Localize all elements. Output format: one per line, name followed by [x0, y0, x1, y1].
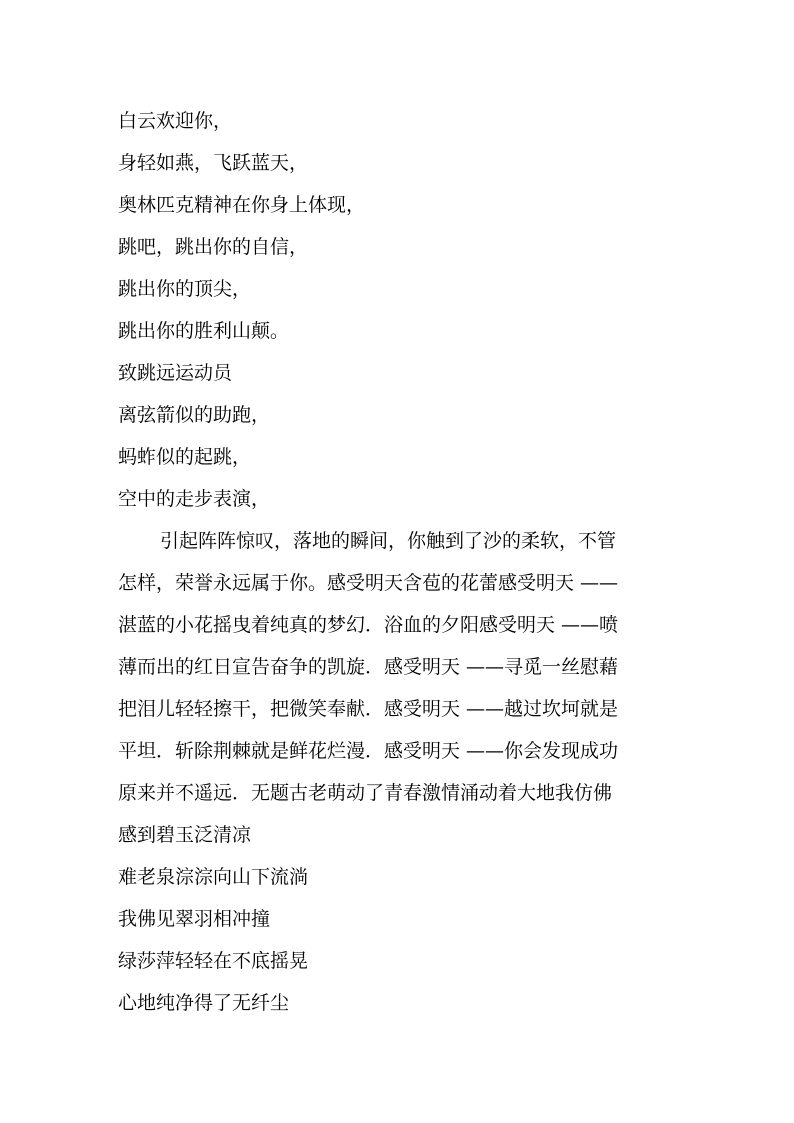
poem-title: 致跳远运动员 [118, 362, 233, 384]
poem-line: 奥林匹克精神在你身上体现， [118, 194, 366, 216]
paragraph-line: 薄而出的红日宣告奋争的凯旋．感受明天 ——寻觅一丝慰藉 [118, 656, 619, 678]
paragraph-line: 原来并不遥远．无题古老萌动了青春激情涌动着大地我仿佛 [118, 782, 613, 804]
document-page [118, 100, 678, 1024]
poem-line: 空中的走步表演， [118, 488, 271, 510]
poem-line: 心地纯净得了无纤尘 [118, 992, 290, 1014]
paragraph-line: 湛蓝的小花摇曳着纯真的梦幻．浴血的夕阳感受明天 ——喷 [118, 614, 619, 636]
poem-line: 跳出你的胜利山颠。 [118, 320, 290, 342]
poem-line: 身轻如燕，飞跃蓝天， [118, 152, 309, 174]
paragraph-line: 怎样，荣誉永远属于你。感受明天含苞的花蕾感受明天 —— [118, 572, 619, 594]
body-paragraph [118, 520, 678, 856]
paragraph-line: 感到碧玉泛清凉 [118, 824, 252, 846]
poem-line: 难老泉淙淙向山下流淌 [118, 866, 309, 888]
poem-line: 离弦箭似的助跑， [118, 404, 271, 426]
paragraph-line: 平坦．斩除荆棘就是鲜花烂漫．感受明天 ——你会发现成功 [118, 740, 619, 762]
poem-line: 跳吧，跳出你的自信， [118, 236, 309, 258]
poem-line: 跳出你的顶尖， [118, 278, 252, 300]
poem-line: 白云欢迎你， [118, 110, 233, 132]
poem-line: 我佛见翠羽相冲撞 [118, 908, 271, 930]
poem-line: 蚂蚱似的起跳， [118, 446, 252, 468]
paragraph-line: 引起阵阵惊叹，落地的瞬间，你触到了沙的柔软，不管 [160, 530, 617, 552]
paragraph-line: 把泪儿轻轻擦干，把微笑奉献．感受明天 ——越过坎坷就是 [118, 698, 619, 720]
poem-line: 绿莎萍轻轻在不底摇晃 [118, 950, 309, 972]
